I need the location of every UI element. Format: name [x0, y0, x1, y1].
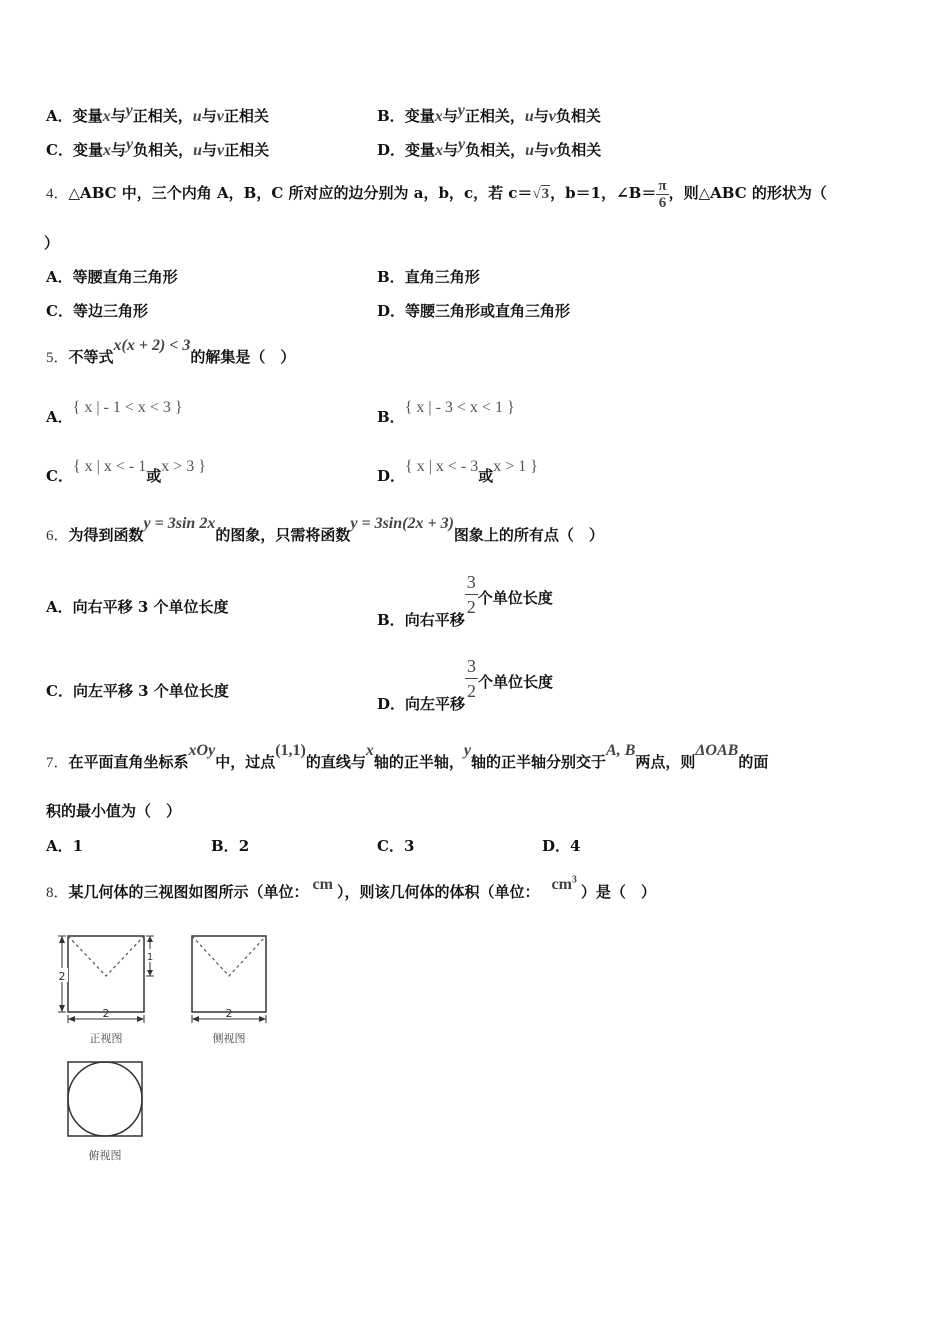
q7-stem: 7．在平面直角坐标系xOy中，过点(1,1)的直线与x轴的正半轴，y轴的正半轴分别交于A, B两点，则ΔOAB的面	[46, 742, 769, 771]
fraction-3-2: $\frac{3}{2}$	[466, 572, 476, 617]
q7-option-c[interactable]: C．3	[377, 837, 415, 855]
q3-option-a[interactable]: A．变量x与$^y$正相关，u与v正相关	[46, 102, 269, 125]
unit-cm3: $cm^3$	[551, 874, 577, 893]
side-width-dim: 2	[225, 1007, 233, 1020]
top-view-label: 俯视图	[88, 1149, 122, 1162]
fraction-pi-6: $\frac{\pi}{6}$	[658, 177, 667, 211]
q7-stem-line2: 积的最小值为（ ）	[46, 802, 182, 820]
front-width-dim: 2	[102, 1007, 110, 1020]
q4-option-c[interactable]: C．等边三角形	[46, 302, 148, 320]
q5-stem: 5．不等式x(x + 2) < 3的解集是（ ）	[46, 337, 296, 366]
q4-stem: 4．△ABC 中，三个内角 A，B，C 所对应的边分别为 a，b，c，若 c＝√3，b＝1，∠B＝ $\frac{\pi}{6}$ ，则△ABC 的形状为（	[46, 177, 827, 211]
q6-option-d[interactable]: D．向左平移 $\frac{3}{2}$ 个单位长度	[377, 656, 554, 713]
front-height-dim: 2	[58, 970, 66, 983]
side-view	[192, 936, 266, 1045]
q4-option-d[interactable]: D．等腰三角形或直角三角形	[377, 302, 571, 320]
q3-option-b[interactable]: B．变量x与$^y$正相关，u与v负相关	[377, 102, 601, 125]
front-view	[56, 936, 155, 1045]
q6-stem: 6．为得到函数y = 3sin 2x的图象，只需将函数y = 3sin(2x + 3)图象上的所有点（ ）	[46, 515, 604, 544]
q7-option-a[interactable]: A．1	[46, 837, 84, 855]
q8-stem: 8．某几何体的三视图如图所示（单位： cm ），则该几何体的体积（单位： $cm^3$）是（ ）	[46, 874, 656, 901]
q6-option-c[interactable]: C．向左平移 3 个单位长度	[46, 682, 229, 700]
fraction-3-2: $\frac{3}{2}$	[467, 656, 477, 701]
three-view-figure	[44, 930, 284, 1170]
q7-option-d[interactable]: D．4	[542, 837, 581, 855]
q3-option-c[interactable]: C．变量x与$^y$负相关，u与v正相关	[46, 136, 270, 159]
q6-option-b[interactable]: B．向右平移 $\frac{3}{2}$ 个单位长度	[377, 572, 553, 629]
q4-close-paren: ）	[44, 234, 60, 252]
q5-option-c[interactable]: C．{ x | x < - 1或x > 3 }	[46, 458, 206, 485]
q6-option-a[interactable]: A．向右平移 3 个单位长度	[46, 598, 229, 616]
q4-option-a[interactable]: A．等腰直角三角形	[46, 268, 178, 286]
q7-option-b[interactable]: B．2	[211, 837, 250, 855]
side-view-label: 侧视图	[212, 1032, 246, 1045]
top-view	[68, 1062, 142, 1162]
q5-option-d[interactable]: D．{ x | x < - 3或x > 1 }	[377, 458, 538, 485]
sqrt-3: √3	[532, 186, 550, 202]
front-depth-dim: 1	[146, 952, 154, 963]
q5-option-b[interactable]: B．{ x | - 3 < x < 1 }	[377, 399, 515, 426]
q3-option-d[interactable]: D．变量x与$^y$负相关，u与v负相关	[377, 136, 602, 159]
front-view-label: 正视图	[89, 1032, 123, 1045]
q4-option-b[interactable]: B．直角三角形	[377, 268, 480, 286]
q5-option-a[interactable]: A．{ x | - 1 < x < 3 }	[46, 399, 183, 426]
